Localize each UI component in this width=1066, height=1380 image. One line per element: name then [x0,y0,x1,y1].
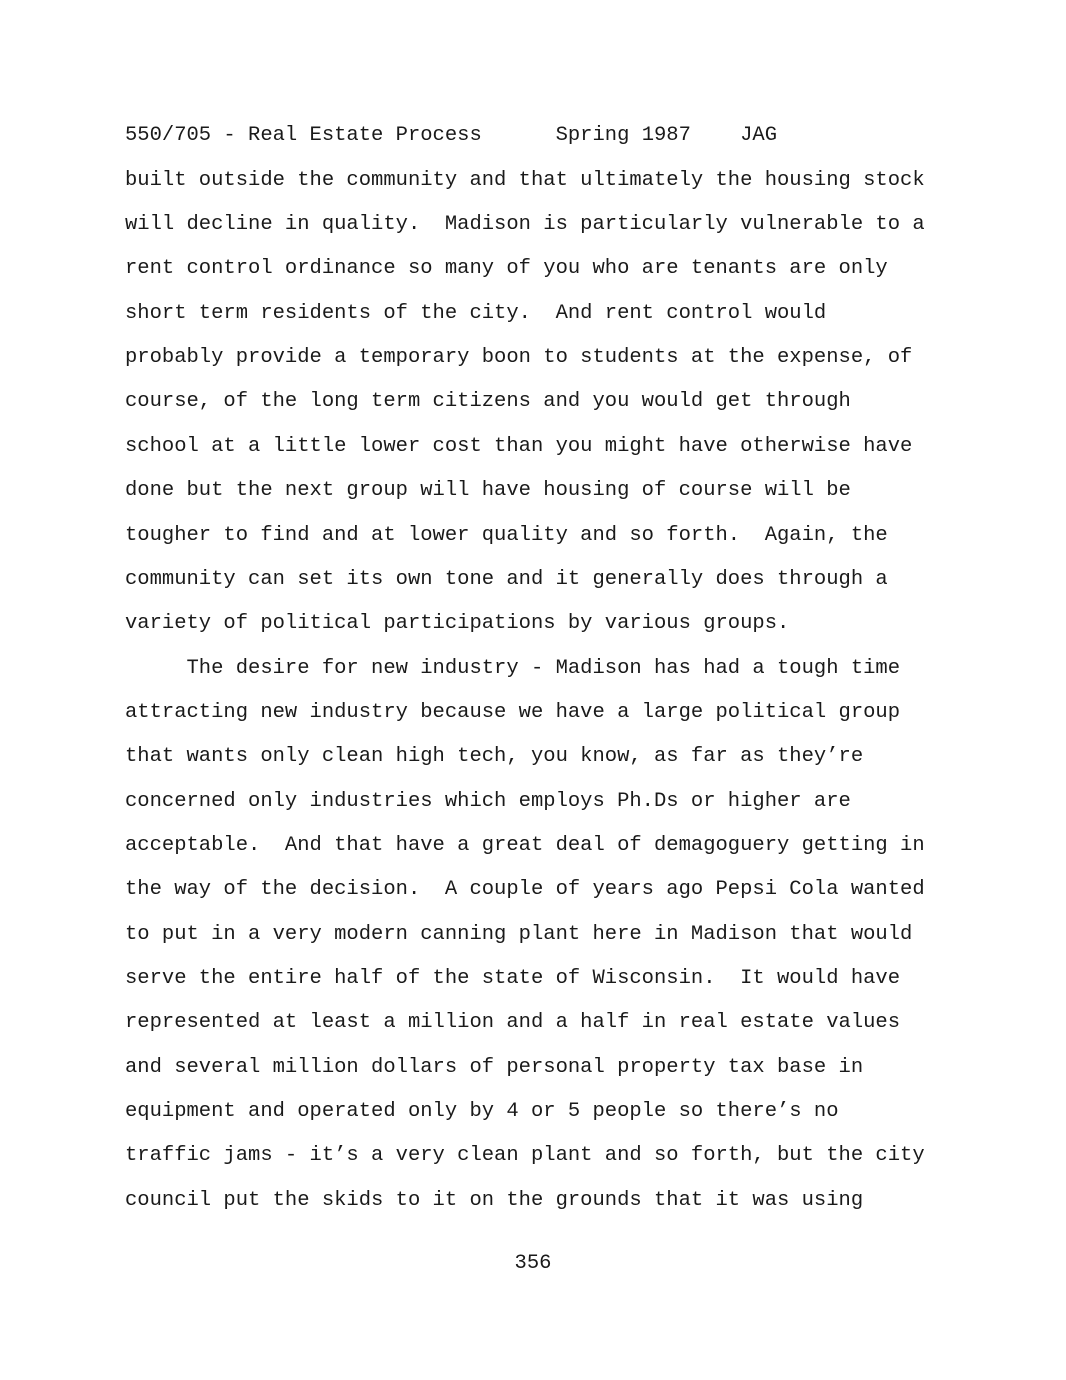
body-line-22: equipment and operated only by 4 or 5 people so there’s no [125,1100,839,1123]
body-line-12: The desire for new industry - Madison has had a tough time [125,657,901,680]
header-course: 550/705 - Real Estate Process [125,124,482,147]
page-number: 356 [514,1252,552,1275]
body-line-23: traffic jams - it’s a very clean plant and so forth, but the city [125,1144,925,1167]
body-line-3: rent control ordinance so many of you who are tenants are only [125,257,888,280]
header-term: Spring 1987 [555,124,691,147]
body-line-17: the way of the decision. A couple of years ago Pepsi Cola wanted [125,878,925,901]
body-line-10: community can set its own tone and it generally does through a [125,568,888,591]
body-line-5: probably provide a temporary boon to students at the expense, of [125,346,913,369]
body-line-16: acceptable. And that have a great deal of demagoguery getting in [125,834,925,857]
body-line-15: concerned only industries which employs Ph.Ds or higher are [125,790,851,813]
body-line-24: council put the skids to it on the grounds that it was using [125,1189,864,1212]
body-line-9: tougher to find and at lower quality and so forth. Again, the [125,524,888,547]
body-line-11: variety of political participations by various groups. [125,612,790,635]
body-line-18: to put in a very modern canning plant here in Madison that would [125,923,913,946]
header-gap-1 [482,124,556,147]
body-line-13: attracting new industry because we have a large political group [125,701,901,724]
body-line-7: school at a little lower cost than you might have otherwise have [125,435,913,458]
body-line-1: built outside the community and that ultimately the housing stock [125,169,925,192]
body-line-19: serve the entire half of the state of Wisconsin. It would have [125,967,901,990]
body-line-8: done but the next group will have housing of course will be [125,479,851,502]
body-line-21: and several million dollars of personal property tax base in [125,1056,864,1079]
body-line-6: course, of the long term citizens and you would get through [125,390,851,413]
body-line-14: that wants only clean high tech, you know, as far as they’re [125,745,864,768]
page-header [125,124,777,148]
body-line-4: short term residents of the city. And rent control would [125,302,827,325]
header-initials: JAG [740,124,778,147]
header-gap-2 [691,124,740,147]
body-line-2: will decline in quality. Madison is particularly vulnerable to a [125,213,925,236]
body-line-20: represented at least a million and a half in real estate values [125,1011,901,1034]
